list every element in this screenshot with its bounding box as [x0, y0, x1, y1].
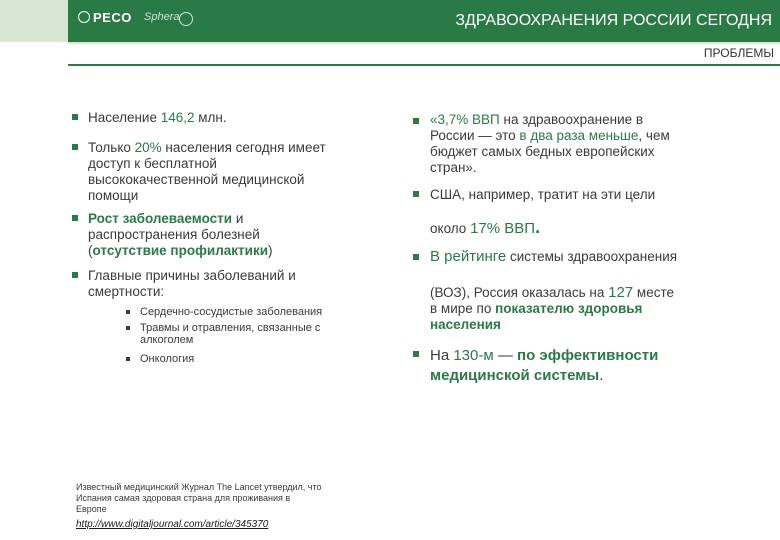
bullet-icon	[72, 215, 78, 221]
footnote: Известный медицинский Журнал The Lancet утвердил, что Испания самая здоровая страна для проживания в Европе	[76, 482, 322, 514]
sub-bullet-icon	[126, 326, 130, 330]
bullet-icon	[72, 144, 78, 150]
list-item: Сердечно-сосудистые заболевания	[140, 306, 323, 318]
section-title: ПРОБЛЕМЫ	[703, 46, 774, 60]
peco-logo: PECO	[78, 10, 132, 25]
section-underline	[68, 64, 780, 66]
list-item: Травмы и отравления, связанные с алкоголем	[140, 322, 321, 346]
header-divider	[68, 42, 780, 44]
list-item: США, например, тратит на эти цели около 17% ВВП.	[430, 187, 656, 237]
sub-bullet-icon	[126, 357, 130, 361]
header-left-block	[0, 0, 68, 42]
list-item: «3,7% ВВП на здравоохранение в России — это в два раза меньше, чем бюджет самых бедных европейских стран».	[430, 112, 670, 175]
bullet-icon	[72, 114, 78, 120]
list-item: Онкология	[140, 353, 195, 365]
list-item: В рейтинге системы здравоохранения (ВОЗ), Россия оказалась на 127 месте в мире по показателю здоровья населения	[430, 248, 678, 332]
bullet-icon	[72, 272, 78, 278]
page-title: ЗДРАВООХРАНЕНИЯ РОССИИ СЕГОДНЯ	[455, 12, 772, 29]
list-item: Только 20% населения сегодня имеет доступ к бесплатной высококачественной медицинской помощи	[88, 140, 326, 203]
sub-bullet-icon	[126, 310, 130, 314]
logo-mark-icon	[78, 11, 90, 23]
bullet-icon	[413, 254, 419, 260]
bullet-icon	[413, 191, 419, 197]
bullet-icon	[413, 351, 419, 357]
sphera-globe-icon	[179, 12, 193, 26]
sphera-logo: Sphera	[144, 11, 180, 23]
bullet-icon	[413, 118, 419, 124]
list-item: Рост заболеваемости и распространения болезней (отсутствие профилактики)	[88, 211, 273, 258]
source-link[interactable]: http://www.digitaljournal.com/article/345370	[76, 519, 269, 530]
list-item: На 130-м — по эффективности медицинской системы.	[430, 347, 659, 384]
list-item: Главные причины заболеваний и смертности:	[88, 268, 296, 299]
list-item: Население 146,2 млн.	[88, 110, 227, 125]
